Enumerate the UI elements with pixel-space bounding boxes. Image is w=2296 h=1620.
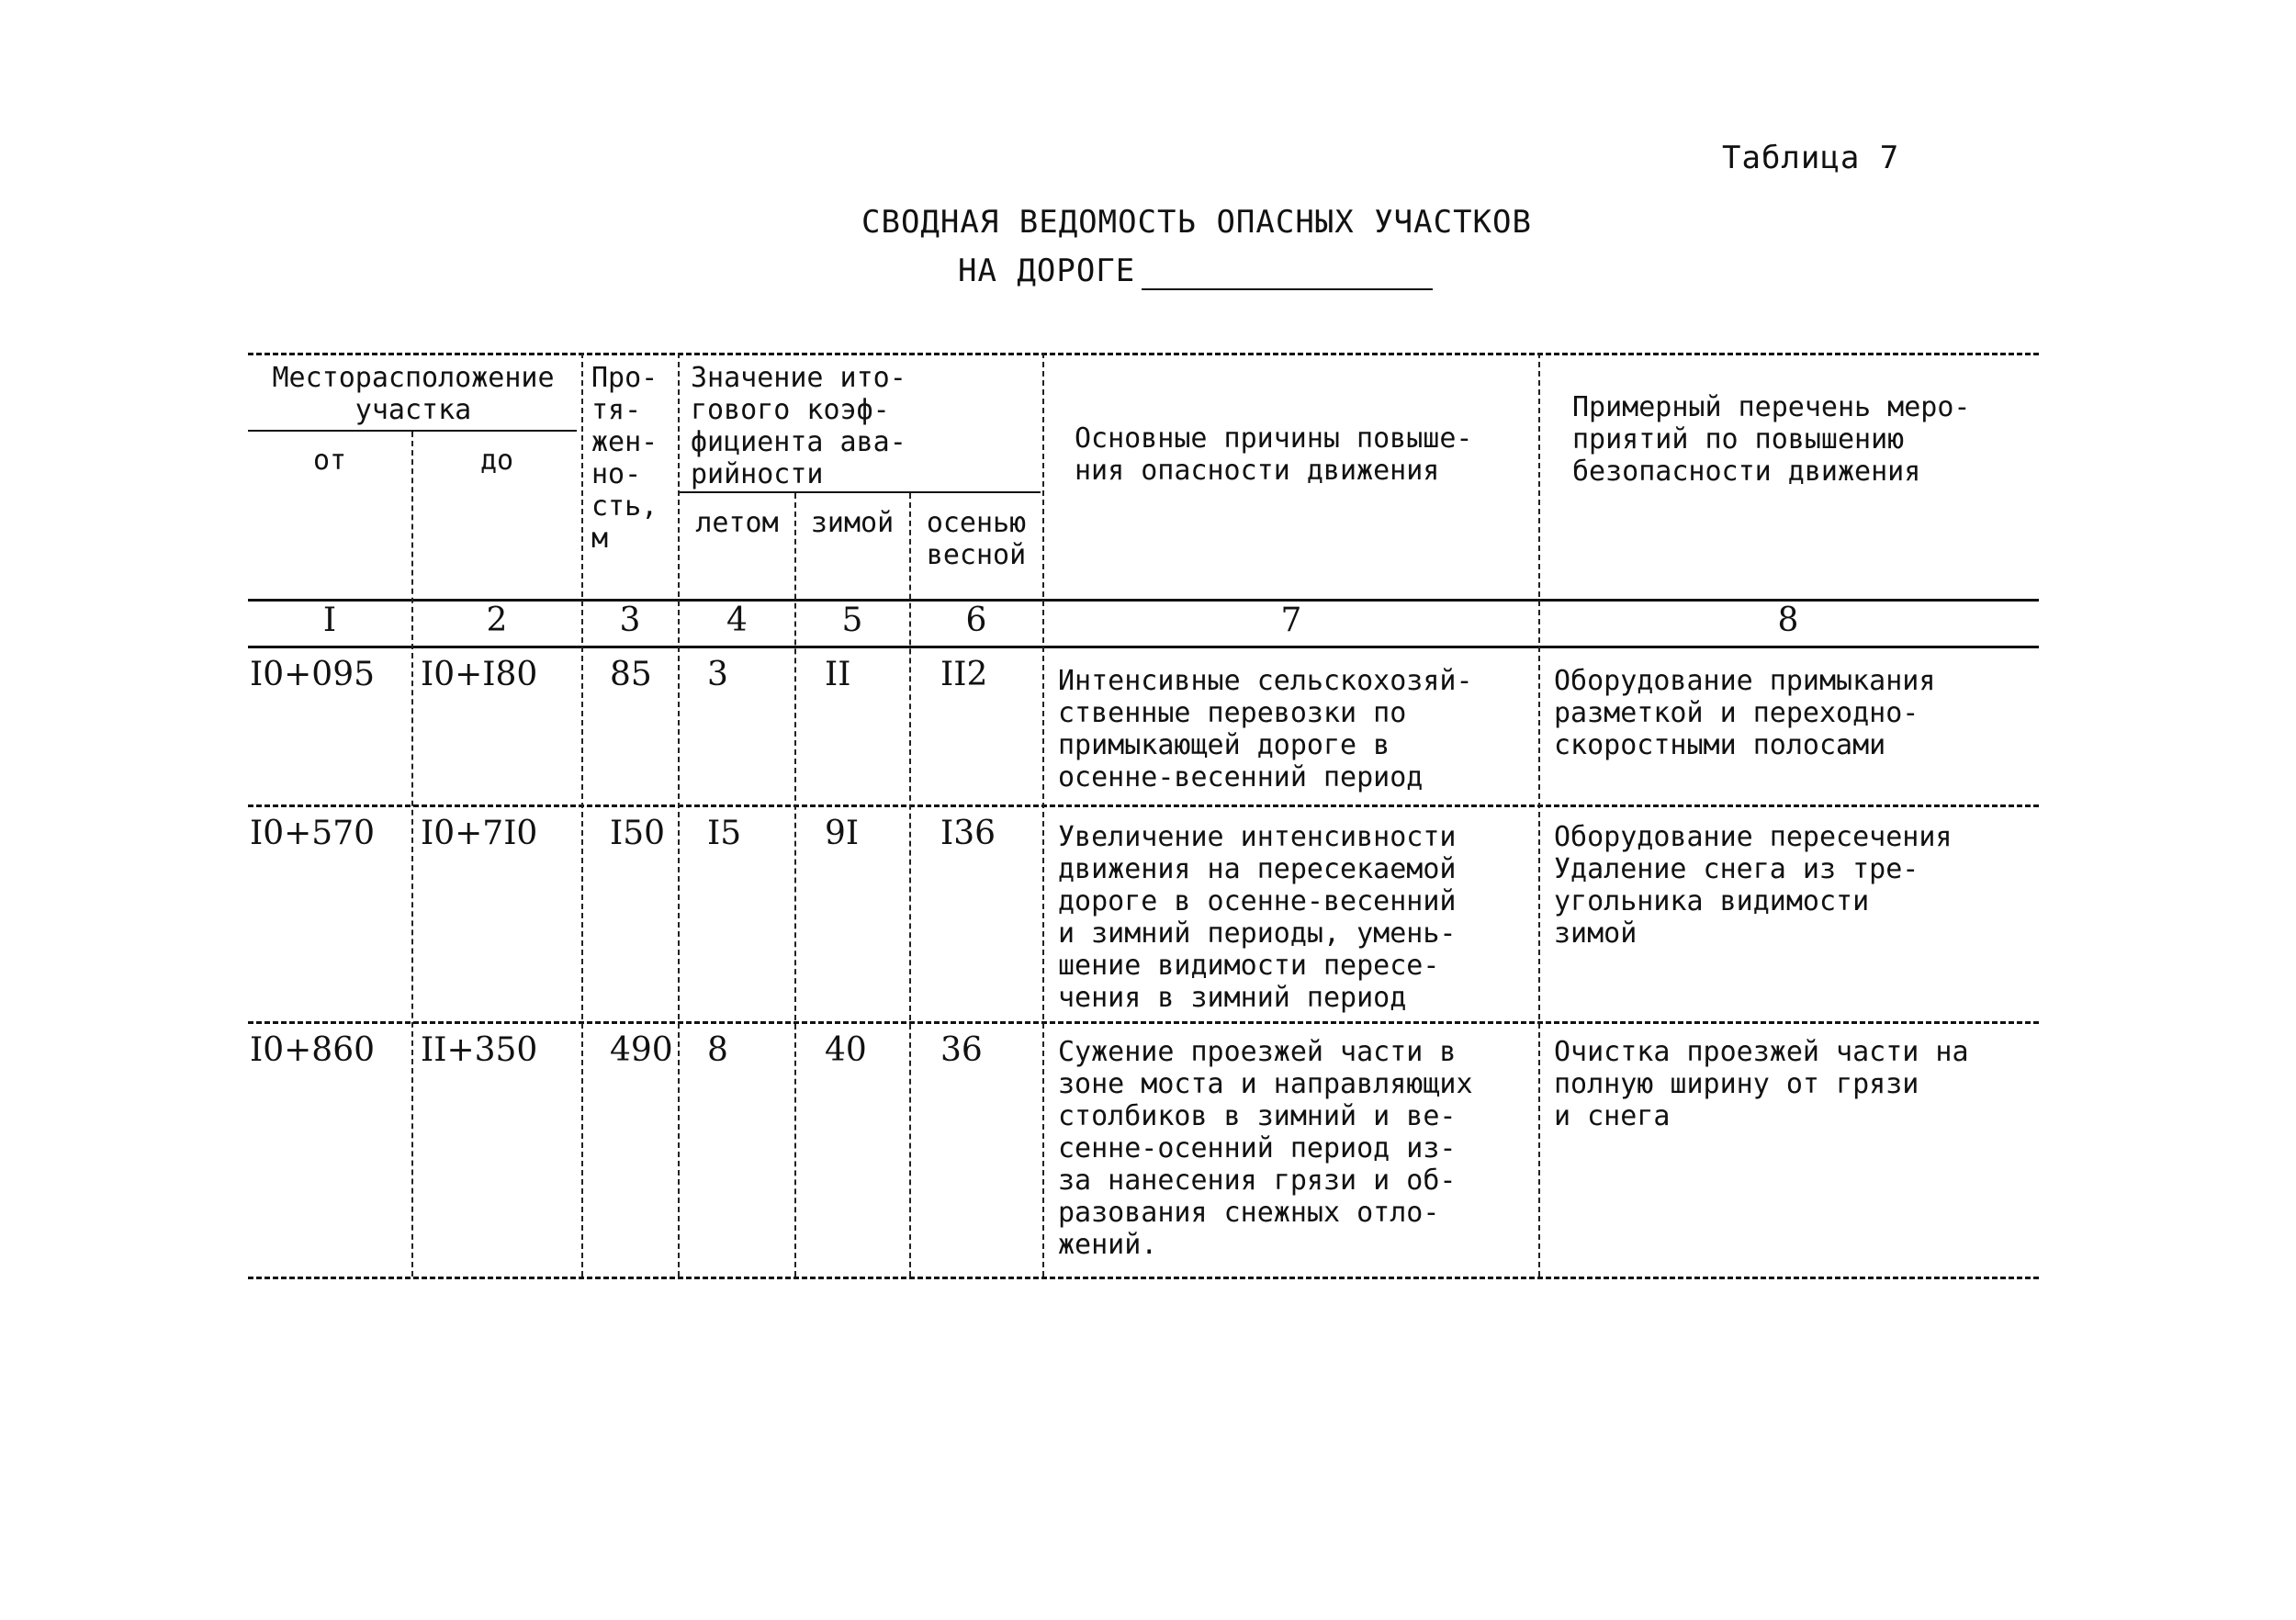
coef-subheader-rule [678,491,1041,493]
header-measures: Примерный перечень меро- приятий по повышению безопасности движения [1572,391,1971,488]
column-number: 4 [726,602,748,639]
table-row-2-from: I0+570 [250,815,376,852]
header-bottom-rule [248,599,2039,602]
col-divider-length-summer [678,353,680,1277]
table-label: Таблица 7 [1722,140,1900,176]
column-number: 6 [965,602,987,639]
column-number: 7 [1280,602,1302,639]
header-location: Месторасположение участка [272,362,555,426]
document-title: СВОДНАЯ ВЕДОМОСТЬ ОПАСНЫХ УЧАСТКОВ [861,204,1532,241]
header-autumn-spring: осенью весной [926,507,1027,571]
table-top-rule [248,353,2039,355]
column-numbers-rule [248,646,2039,648]
table-row-1-length: 85 [610,656,652,693]
column-number: 2 [486,602,508,639]
col-divider-to-length [581,353,583,1277]
table-row-2-winter: 9I [825,815,860,852]
table-row-2-length: I50 [610,815,666,852]
row-1-bottom-rule [248,804,2039,807]
table-row-2-summer: I5 [707,815,742,852]
table-row-1-winter: II [825,656,851,693]
table-row-3-summer: 8 [707,1031,728,1069]
table-row-1-autumn-spring: II2 [940,656,988,693]
column-number: 5 [841,602,863,639]
header-summer: летом [695,507,779,539]
table-row-3-measures: Очистка проезжей части на полную ширину от грязи и снега [1554,1036,1969,1132]
table-row-3-to: II+350 [421,1031,538,1069]
header-to: до [479,444,514,477]
column-number: 3 [619,602,641,639]
table-row-3-causes: Сужение проезжей части в зоне моста и направляющих столбиков в зимний и ве- сенне-осенний период из- за нанесения грязи и об- разования снежных отло- жений. [1058,1036,1473,1261]
col-divider-autumn-causes [1042,353,1044,1277]
table-row-2-to: I0+7I0 [421,815,538,852]
table-row-1-causes: Интенсивные сельскохозяй- ственные перевозки по примыкающей дороге в осенне-весенний период [1058,665,1473,793]
header-length: Про- тя- жен- но- сть, м [591,362,658,555]
table-row-3-length: 490 [610,1031,673,1069]
table-row-3-from: I0+860 [250,1031,376,1069]
row-2-bottom-rule [248,1021,2039,1024]
col-divider-from-to [411,432,413,1277]
col-divider-causes-measures [1538,353,1540,1277]
table-row-1-to: I0+I80 [421,656,538,693]
table-row-2-autumn-spring: I36 [940,815,996,852]
table-row-1-measures: Оборудование примыкания разметкой и переходно- скоростными полосами [1554,665,1936,761]
table-row-3-autumn-spring: 36 [940,1031,983,1069]
column-number: 8 [1777,602,1799,639]
table-bottom-rule [248,1277,2039,1279]
table-row-2-causes: Увеличение интенсивности движения на пересекаемой дороге в осенне-весенний и зимний периоды, умень- шение видимости пересе- чения в зимний период [1058,821,1457,1014]
header-coefficient: Значение ито- гового коэф- фициента ава- рийности [691,362,906,490]
header-winter: зимой [810,507,895,539]
table-row-3-winter: 40 [825,1031,867,1069]
table-row-1-from: I0+095 [250,656,376,693]
column-number: I [322,602,337,639]
header-from: от [312,444,347,477]
table-row-1-summer: 3 [707,656,728,693]
table-row-2-measures: Оборудование пересечения Удаление снега из тре- угольника видимости зимой [1554,821,1953,950]
document-subtitle: НА ДОРОГЕ [958,253,1136,289]
header-causes: Основные причины повыше- ния опасности движения [1075,422,1473,487]
